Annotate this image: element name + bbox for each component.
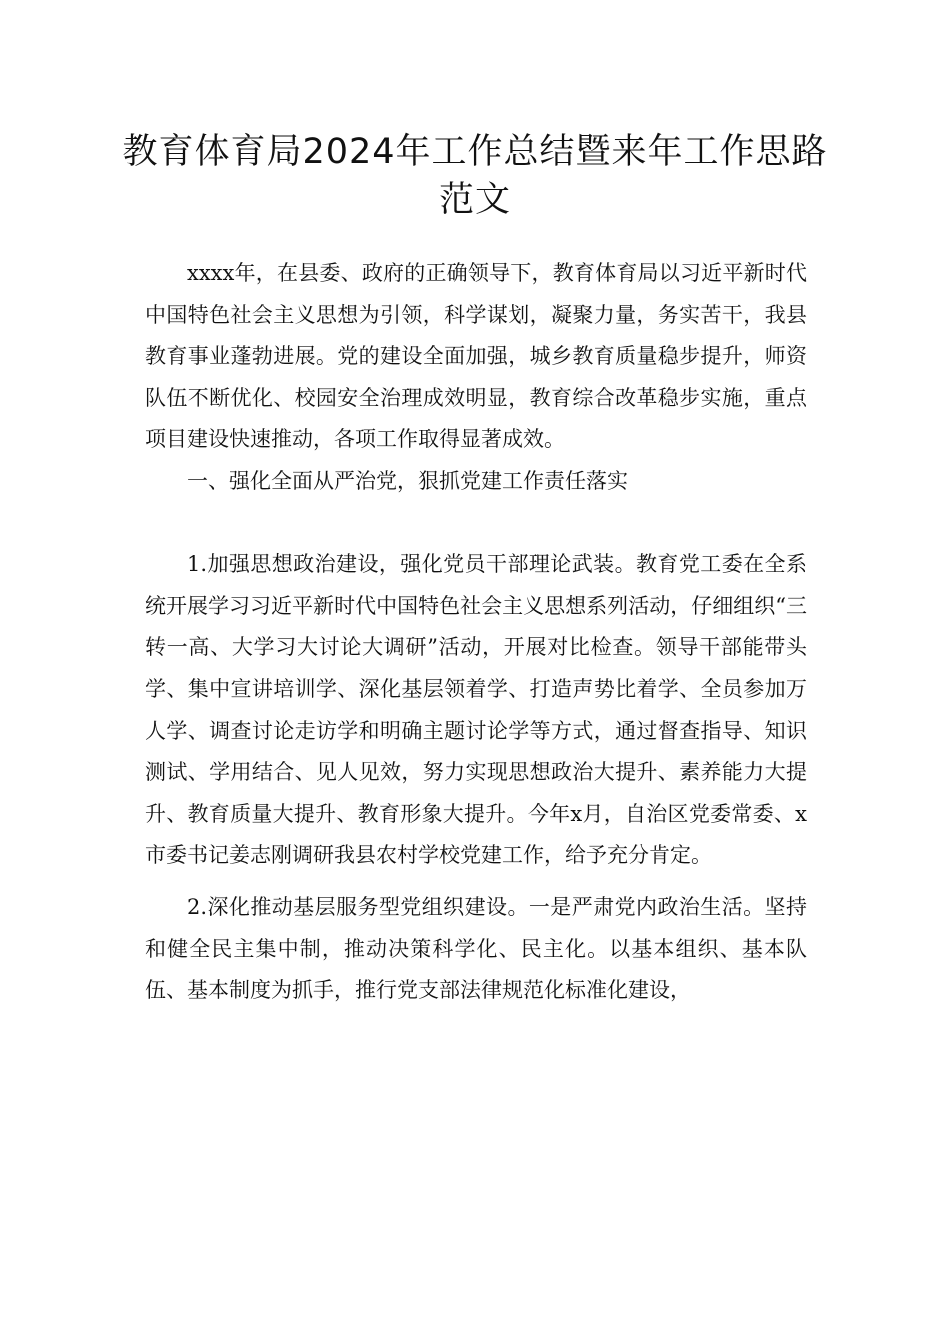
section-heading: 一、强化全面从严治党，狠抓党建工作责任落实 — [187, 468, 628, 493]
paragraph-item-2: 2.深化推动基层服务型党组织建设。一是严肃党内政治生活。坚持和健全民主集中制，推动决策科学化、民主化。以基本组织、基本队伍、基本制度为抓手，推行党支部法律规范化标准化建设， — [145, 894, 807, 1003]
document-title: 教育体育局2024年工作总结暨来年工作思路范文 — [122, 132, 828, 220]
document-body — [145, 253, 807, 1012]
intro-paragraph: xxxx年，在县委、政府的正确领导下，教育体育局以习近平新时代中国特色社会主义思想为引领，科学谋划，凝聚力量，务实苦干，我县教育事业蓬勃进展。党的建设全面加强，城乡教育质量稳步提升，师资队伍不断优化、校园安全治理成效明显，教育综合改革稳步实施，重点项目建设快速推动，各项工作取得显著成效。 — [145, 261, 807, 452]
paragraph-item-1: 1.加强思想政治建设，强化党员干部理论武装。教育党工委在全系统开展学习习近平新时代中国特色社会主义思想系列活动，仔细组织“三转一高、大学习大讨论大调研”活动，开展对比检查。领导干部能带头学、集中宣讲培训学、深化基层领着学、打造声势比着学、全员参加万人学、调查讨论走访学和明确主题讨论学等方式，通过督查指导、知识测试、学用结合、见人见效，努力实现思想政治大提升、素养能力大提升、教育质量大提升、教育形象大提升。今年x月，自治区党委常委、x市委书记姜志刚调研我县农村学校党建工作，给予充分肯定。 — [145, 552, 807, 868]
